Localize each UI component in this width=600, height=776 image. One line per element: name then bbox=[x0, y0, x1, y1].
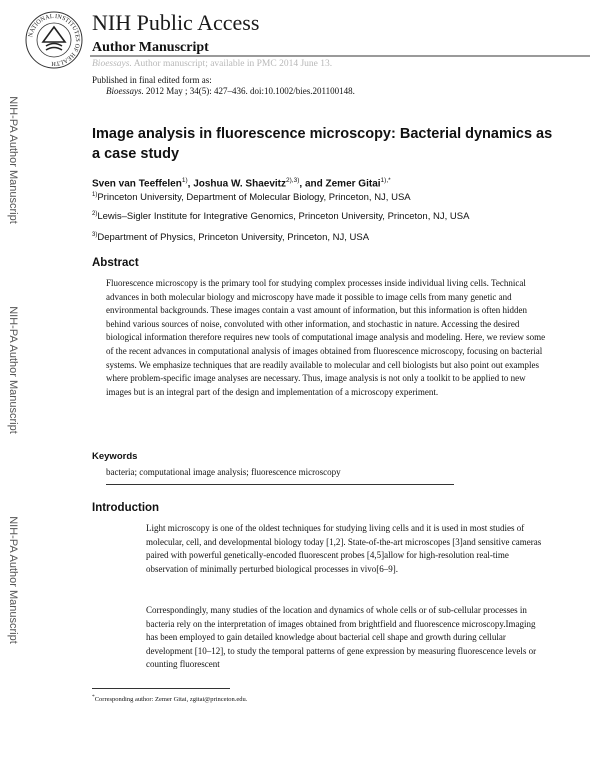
svg-text:NATIONAL INSTITUTES OF HEALTH bbox=[27, 13, 81, 67]
abstract-heading: Abstract bbox=[92, 257, 139, 269]
published-label: Published in final edited form as: bbox=[92, 75, 212, 85]
keywords-heading: Keywords bbox=[92, 451, 138, 462]
author-affiliation-mark: 1) bbox=[181, 177, 188, 184]
footnote-divider bbox=[92, 688, 230, 689]
header-divider bbox=[90, 55, 590, 57]
affiliation-mark: 2) bbox=[92, 211, 98, 217]
citation-details: 2012 May ; 34(5): 427–436. doi:10.1002/bies.201100148. bbox=[143, 86, 355, 96]
author-name: Zemer Gitai bbox=[325, 178, 381, 190]
citation-journal: Bioessays. bbox=[106, 86, 144, 96]
affiliation-text: Princeton University, Department of Molecular Biology, Princeton, NJ, USA bbox=[97, 192, 411, 204]
author-separator: , bbox=[187, 178, 194, 190]
affiliation bbox=[92, 211, 469, 222]
availability-text: Author manuscript; available in PMC 2014 June 13. bbox=[131, 59, 333, 69]
side-stamp-label: NIH-PA Author Manuscript bbox=[7, 306, 19, 434]
footnote-mark: * bbox=[92, 694, 95, 700]
nih-seal-logo bbox=[24, 10, 84, 70]
article-title: Image analysis in fluorescence microscopy: Bacterial dynamics as a case study bbox=[92, 126, 553, 162]
keywords-text: bacteria; computational image analysis; fluorescence microscopy bbox=[106, 467, 341, 477]
side-stamp-1 bbox=[2, 75, 24, 245]
side-stamp-3 bbox=[2, 495, 24, 665]
corresponding-author-footnote bbox=[92, 694, 247, 703]
footnote-text: Corresponding author: Zemer Gitai, zgitai@princeton.edu. bbox=[94, 696, 248, 704]
introduction-heading: Introduction bbox=[92, 502, 160, 514]
citation-line bbox=[106, 86, 355, 96]
side-stamp-2 bbox=[2, 285, 24, 455]
affiliation-mark: 1) bbox=[92, 192, 98, 198]
affiliation-text: Lewis–Sigler Institute for Integrative Genomics, Princeton University, Princeton, NJ, USA bbox=[97, 211, 470, 223]
author-name: Joshua W. Shaevitz bbox=[193, 178, 287, 190]
affiliation bbox=[92, 232, 369, 243]
author-name: Sven van Teeffelen bbox=[92, 178, 182, 190]
nih-public-access-title: NIH Public Access bbox=[92, 10, 260, 35]
intro-paragraph-1: Light microscopy is one of the oldest techniques for studying living cells and it is used in most studies of molecular, cell, and developmental biology today [1,2]. State-of-the-art microscopes [3]and sensitive cameras paired with powerful genetically-encoded fluorescent probes [4,5]allow for high-resolution real-time observation of minimally perturbed biological processes in vivo[6–9]. bbox=[146, 523, 542, 574]
affiliation bbox=[92, 192, 411, 203]
keywords-divider bbox=[106, 484, 454, 485]
journal-name: Bioessays. bbox=[92, 59, 132, 69]
abstract-text: Fluorescence microscopy is the primary tool for studying complex processes inside individual living cells. Technical advances in both molecular biology and microscopy have made it possible to image cells from many genetic and environmental backgrounds. These images contain a vast amount of information, but this information is often hidden behind various sources of noise, convoluted with other information, and stochastic in nature. Accessing the desired biological information therefore requires new tools of computational image analysis and modeling. Here, we review some of the recent advances in computational analysis of images obtained from fluorescence microscopy, focusing on bacterial systems. We emphasize techniques that are readily available to molecular and cell biologists but also point out examples where problem-specific image analyses are necessary. Thus, image analysis is not only a toolkit to be applied to new images but is an integral part of the design and implementation of a microscopy experiment. bbox=[106, 278, 546, 397]
author-affiliation-mark: 2),3) bbox=[286, 177, 300, 184]
seal-lettering: NATIONAL INSTITUTES OF HEALTH bbox=[27, 12, 82, 68]
side-stamp-label: NIH-PA Author Manuscript bbox=[7, 96, 19, 224]
author-affiliation-mark: 1),* bbox=[380, 177, 391, 184]
author-list bbox=[92, 177, 391, 189]
affiliation-mark: 3) bbox=[92, 232, 98, 238]
side-stamp-label: NIH-PA Author Manuscript bbox=[7, 516, 19, 644]
intro-paragraph-2: Correspondingly, many studies of the location and dynamics of whole cells or of sub-cellular processes in bacteria rely on the interpretation of images obtained from brightfield and fluorescence microscopy.Imaging has been employed to gain detailed knowledge about bacterial cell shape and growth during cellular development [10–12], to study the temporal patterns of gene expression by measuring fluorescence levels or counting fluorescent bbox=[146, 605, 537, 670]
author-separator: , and bbox=[299, 178, 326, 190]
author-manuscript-label: Author Manuscript bbox=[92, 40, 209, 55]
affiliation-text: Department of Physics, Princeton University, Princeton, NJ, USA bbox=[97, 232, 370, 244]
journal-availability-line bbox=[92, 59, 332, 69]
